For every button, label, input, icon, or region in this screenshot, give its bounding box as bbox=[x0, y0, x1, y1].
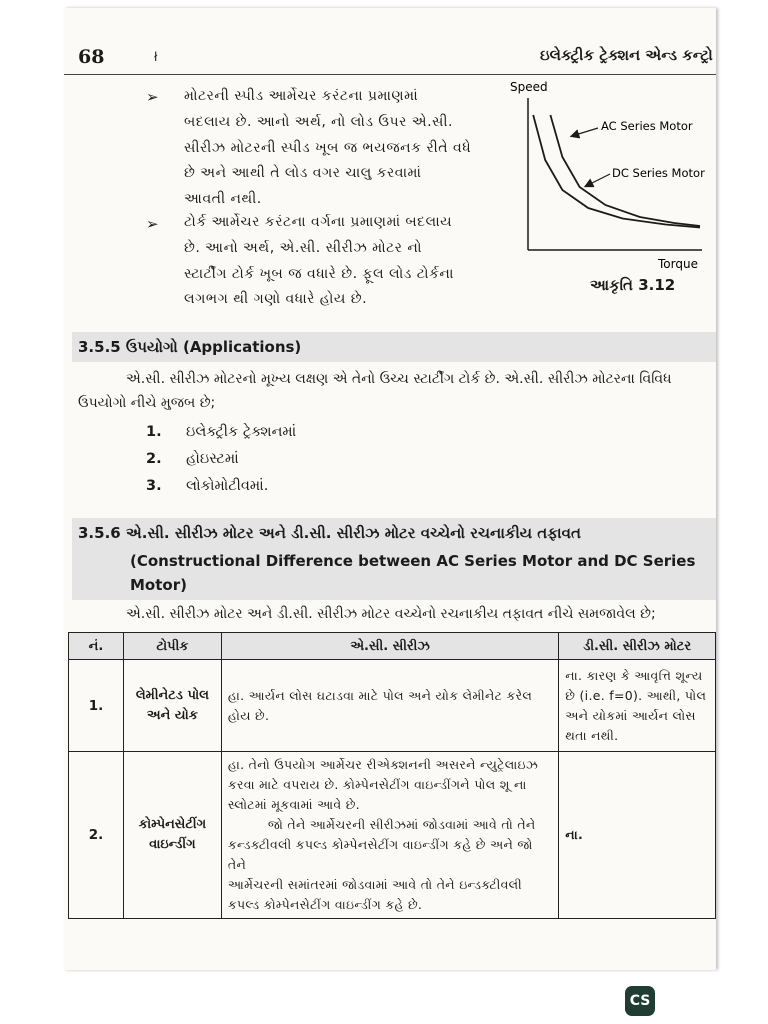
bullet-2-line: ટોર્ક આર્મેચર કરંટના વર્ગના પ્રમાણમાં બદલાય bbox=[184, 214, 453, 230]
ac-series-cell bbox=[221, 752, 558, 919]
table-header-cell: એ.સી. સીરીઝ bbox=[221, 633, 558, 660]
dc-series-cell bbox=[559, 752, 716, 919]
cell-line: અને યોકમાં આર્યન લોસ bbox=[565, 707, 696, 723]
cell-line: આર્મેચરની સમાંતરમાં જોડવામાં આવે તો તેને ઇન્ડક્ટીવલી bbox=[227, 877, 522, 892]
bullet-2-line: છે. આનો અર્થ, એ.સી. સીરીઝ મોટર નો bbox=[184, 239, 422, 256]
applications-intro-line: એ.સી. સીરીઝ મોટરનો મૂખ્ય લક્ષણ એ તેનો ઉચ્ચ સ્ટાર્ટીંગ ટોર્ક છે. એ.સી. સીરીઝ મોટરના વિવિધ bbox=[126, 371, 672, 387]
list-item-number: 3. bbox=[146, 478, 162, 494]
list-item-text: લોકોમોટીવમાં. bbox=[186, 478, 269, 494]
list-item bbox=[146, 424, 296, 440]
running-title: ઇલેક્ટ્રીક ટ્રેક્શન એન્ડ કન્ટ્રો bbox=[540, 46, 713, 64]
row-topic bbox=[123, 752, 221, 919]
section-heading-line: (Constructional Difference between AC Series Motor and DC Series bbox=[130, 552, 696, 570]
cell-line: હા. તેનો ઉપયોગ આર્મેચર રીએક્શનની અસરને ન્યુટ્રેલાઇઝ bbox=[227, 757, 539, 772]
row-number: 1. bbox=[69, 660, 124, 752]
legend-label-dc: DC Series Motor bbox=[612, 166, 705, 180]
cell-line: થતા નથી. bbox=[565, 727, 619, 743]
applications-intro-line: ઉપયોગો નીચે મુજબ છે; bbox=[78, 395, 216, 411]
difference-intro: એ.સી. સીરીઝ મોટર અને ડી.સી. સીરીઝ મોટર વચ્ચેનો રચનાકીય તફાવત નીચે સમજાવેલ છે; bbox=[126, 606, 656, 622]
bullet-arrow-icon: ➢ bbox=[146, 215, 159, 233]
header-rule bbox=[64, 74, 716, 75]
bullet-2-line: લગભગ થી ગણો વધારે હોય છે. bbox=[184, 291, 368, 308]
table-header-cell: ડી.સી. સીરીઝ મોટર bbox=[559, 633, 716, 660]
bullet-1-line: સીરીઝ મોટરની સ્પીડ ખૂબ જ ભયજનક રીતે વધે bbox=[184, 139, 472, 156]
bullet-1 bbox=[184, 84, 504, 213]
bullet-1-line: બદલાય છે. આનો અર્થ, નો લોડ ઉપર એ.સી. bbox=[184, 113, 453, 130]
table-header-cell: ટોપીક bbox=[123, 633, 221, 660]
difference-table bbox=[68, 632, 716, 919]
ac-series-cell bbox=[221, 660, 558, 752]
table-header-cell: નં. bbox=[69, 633, 124, 660]
cell-line: કરવા માટે વપરાય છે. કોમ્પેનસેટીંગ વાઇન્ડીંગને પોલ શૂ ના bbox=[227, 777, 527, 792]
speed-torque-chart bbox=[500, 78, 716, 278]
topic-line: લેમીનેટડ પોલ bbox=[135, 687, 209, 703]
section-heading-applications: 3.5.5 ઉપયોગો (Applications) bbox=[72, 332, 716, 362]
page-number: 68 bbox=[78, 46, 105, 68]
table-header-row bbox=[69, 633, 716, 660]
cell-line: ના. bbox=[565, 827, 583, 842]
bullet-1-line: આવતી નથી. bbox=[184, 191, 262, 208]
list-item bbox=[146, 478, 268, 494]
dc-series-cell bbox=[559, 660, 716, 752]
topic-line: અને યોક bbox=[146, 707, 198, 723]
legend-label-ac: AC Series Motor bbox=[601, 119, 693, 133]
section-heading-line: Motor) bbox=[130, 576, 187, 594]
cell-line: કપલ્ડ કોમ્પેનસેટીંગ વાઇન્ડીંગ કહે છે. bbox=[227, 897, 423, 912]
table-row bbox=[69, 752, 716, 919]
topic-line: વાઇન્ડીંગ bbox=[149, 837, 196, 852]
list-item-number: 2. bbox=[146, 451, 162, 467]
cell-line: છે (i.e. f=0). આથી, પોલ bbox=[565, 687, 707, 703]
bullet-1-line: મોટરની સ્પીડ આર્મેચર કરંટના પ્રમાણમાં bbox=[184, 88, 419, 104]
bullet-2-line: સ્ટાર્ટીંગ ટોર્ક ખૂબ જ વધારે છે. ફૂલ લોડ ટોર્કના bbox=[184, 265, 454, 282]
tick-mark: ł bbox=[154, 50, 158, 64]
cell-line: સ્લોટમાં મૂકવામાં આવે છે. bbox=[227, 797, 360, 812]
cell-line: ના. કારણ કે આવૃત્તિ શૂન્ય bbox=[565, 667, 703, 683]
row-topic bbox=[123, 660, 221, 752]
ac-label-arrow bbox=[572, 128, 598, 136]
dc-label-arrow bbox=[586, 174, 610, 186]
cell-line: હા. આર્યન લોસ ઘટાડવા માટે પોલ અને યોક લેમીનેટ કરેલ bbox=[227, 687, 533, 703]
cell-line: જો તેને આર્મેચરની સીરીઝમાં જોડવામાં આવે તો તેને bbox=[267, 817, 536, 832]
figure-caption: આકૃતિ 3.12 bbox=[590, 276, 676, 294]
bullet-2 bbox=[184, 210, 514, 313]
list-item-number: 1. bbox=[146, 424, 162, 440]
list-item bbox=[146, 451, 239, 467]
row-number: 2. bbox=[69, 752, 124, 919]
y-axis-label: Speed bbox=[510, 80, 548, 94]
list-item-text: ઇલેક્ટ્રીક ટ્રેક્શનમાં bbox=[186, 424, 297, 440]
bullet-arrow-icon: ➢ bbox=[146, 88, 159, 106]
cell-line: હોય છે. bbox=[227, 707, 270, 723]
camscanner-logo: CS bbox=[625, 986, 655, 1016]
section-heading-line: 3.5.6 એ.સી. સીરીઝ મોટર અને ડી.સી. સીરીઝ મોટર વચ્ચેનો રચનાકીય તફાવત bbox=[78, 524, 581, 542]
bullet-1-line: છે અને આથી તે લોડ વગર ચાલુ કરવામાં bbox=[184, 165, 422, 182]
section-heading-constructional-difference bbox=[72, 518, 716, 600]
x-axis-label: Torque bbox=[658, 257, 698, 271]
topic-line: કોમ્પેનસેટીંગ bbox=[138, 817, 207, 832]
table-row bbox=[69, 660, 716, 752]
cell-line: કન્ડક્ટીવલી કપલ્ડ કોમ્પેનસેટીંગ વાઇન્ડીંગ કહે છે અને જો તેને bbox=[227, 837, 533, 872]
list-item-text: હોઇસ્ટમાં bbox=[186, 451, 239, 467]
